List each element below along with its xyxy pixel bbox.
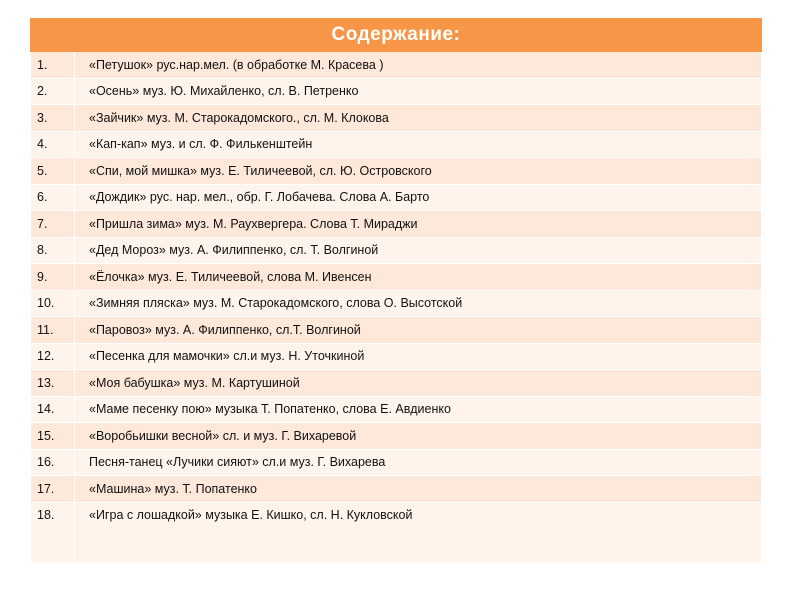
row-number: 15.	[31, 423, 75, 450]
song-title: «Кап-кап» муз. и сл. Ф. Филькенштейн	[75, 131, 762, 158]
row-number: 7.	[31, 211, 75, 238]
row-number: 2.	[31, 78, 75, 105]
song-title: «Осень» муз. Ю. Михайленко, сл. В. Петренко	[75, 78, 762, 105]
row-number: 8.	[31, 237, 75, 264]
table-row	[31, 105, 762, 132]
table-row	[31, 502, 762, 563]
table-row	[31, 52, 762, 79]
song-title: «Зайчик» муз. М. Старокадомского., сл. М. Клокова	[75, 105, 762, 132]
contents-body	[31, 52, 762, 564]
table-row	[31, 476, 762, 503]
song-title: «Дождик» рус. нар. мел., обр. Г. Лобачева. Слова А. Барто	[75, 184, 762, 211]
table-row	[31, 317, 762, 344]
row-number: 5.	[31, 158, 75, 185]
table-row	[31, 423, 762, 450]
song-title: «Зимняя пляска» муз. М. Старокадомского, слова О. Высотской	[75, 290, 762, 317]
table-row	[31, 237, 762, 264]
song-title: «Машина» муз. Т. Попатенко	[75, 476, 762, 503]
row-number: 10.	[31, 290, 75, 317]
row-number: 13.	[31, 370, 75, 397]
row-number: 9.	[31, 264, 75, 291]
row-number: 12.	[31, 343, 75, 370]
row-number: 4.	[31, 131, 75, 158]
song-title: «Ёлочка» муз. Е. Тиличеевой, слова М. Ивенсен	[75, 264, 762, 291]
table-row	[31, 211, 762, 238]
table-row	[31, 78, 762, 105]
song-title: «Петушок» рус.нар.мел. (в обработке М. Красева )	[75, 52, 762, 79]
song-title: «Пришла зима» муз. М. Раухвергера. Слова Т. Мираджи	[75, 211, 762, 238]
table-row	[31, 343, 762, 370]
row-number: 17.	[31, 476, 75, 503]
row-number: 18.	[31, 502, 75, 563]
table-row	[31, 131, 762, 158]
row-number: 16.	[31, 449, 75, 476]
row-number: 14.	[31, 396, 75, 423]
table-row	[31, 449, 762, 476]
table-row	[31, 264, 762, 291]
song-title: Песня-танец «Лучики сияют» сл.и муз. Г. Вихарева	[75, 449, 762, 476]
table-row	[31, 184, 762, 211]
table-row	[31, 158, 762, 185]
song-title: «Спи, мой мишка» муз. Е. Тиличеевой, сл. Ю. Островского	[75, 158, 762, 185]
contents-table	[30, 18, 762, 564]
song-title: «Игра с лошадкой» музыка Е. Кишко, сл. Н. Кукловской	[75, 502, 762, 563]
song-title: «Моя бабушка» муз. М. Картушиной	[75, 370, 762, 397]
song-title: «Маме песенку пою» музыка Т. Попатенко, слова Е. Авдиенко	[75, 396, 762, 423]
header-row	[31, 19, 762, 52]
table-row	[31, 290, 762, 317]
row-number: 6.	[31, 184, 75, 211]
table-row	[31, 396, 762, 423]
song-title: «Воробьишки весной» сл. и муз. Г. Вихаревой	[75, 423, 762, 450]
song-title: «Паровоз» муз. А. Филиппенко, сл.Т. Волгиной	[75, 317, 762, 344]
song-title: «Песенка для мамочки» сл.и муз. Н. Уточкиной	[75, 343, 762, 370]
row-number: 3.	[31, 105, 75, 132]
table-row	[31, 370, 762, 397]
row-number: 1.	[31, 52, 75, 79]
song-title: «Дед Мороз» муз. А. Филиппенко, сл. Т. Волгиной	[75, 237, 762, 264]
contents-title: Содержание:	[31, 19, 762, 52]
row-number: 11.	[31, 317, 75, 344]
